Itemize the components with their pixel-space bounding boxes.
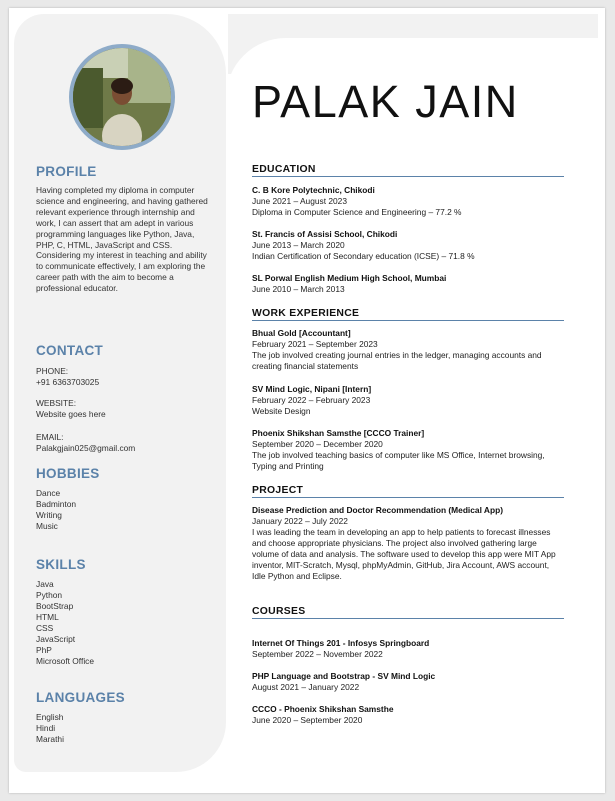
skill-item: HTML [36,612,59,622]
hobby-item: Badminton [36,499,77,509]
skill-item: Microsoft Office [36,656,95,666]
education-entry [252,185,564,218]
entry-dates: June 2013 – March 2020 [252,240,345,250]
profile-heading: PROFILE [36,164,97,179]
entry-dates: June 2020 – September 2020 [252,715,363,725]
languages-heading: LANGUAGES [36,690,125,705]
entry-dates: June 2021 – August 2023 [252,196,347,206]
entry-title: PHP Language and Bootstrap - SV Mind Logic [252,671,436,681]
hobbies-heading: HOBBIES [36,466,100,481]
project-heading: PROJECT [252,485,564,498]
entry-dates: June 2010 – March 2013 [252,284,345,294]
entry-dates: February 2021 – September 2023 [252,339,378,349]
entry-dates: September 2022 – November 2022 [252,649,383,659]
candidate-name: PALAK JAIN [252,76,519,127]
skill-item: Python [36,590,63,600]
skill-item: JavaScript [36,634,76,644]
project-entry [252,505,564,582]
entry-dates: August 2021 – January 2022 [252,682,360,692]
education-heading: EDUCATION [252,164,564,177]
email-label: EMAIL: [36,432,64,442]
work-entry [252,384,564,417]
entry-title: Disease Prediction and Doctor Recommendation (Medical App) [252,505,503,515]
work-heading: WORK EXPERIENCE [252,308,564,321]
work-entry [252,428,564,472]
education-entry [252,273,564,295]
profile-photo-image [73,48,171,146]
language-item: Marathi [36,734,64,744]
entry-title: Internet Of Things 201 - Infosys Springboard [252,638,430,648]
language-item: English [36,712,64,722]
languages-list [36,712,214,745]
skill-item: Java [36,579,54,589]
phone-value: +91 6363703025 [36,377,100,387]
hobby-item: Dance [36,488,61,498]
website-label: WEBSITE: [36,398,77,408]
profile-photo [69,44,175,150]
entry-detail: The job involved creating journal entries in the ledger, managing accounts and creating financial statements [252,350,542,371]
phone-label: PHONE: [36,366,69,376]
skill-item: BootStrap [36,601,74,611]
profile-text: Having completed my diploma in computer science and engineering, and having gathered relevant experience through internship and work, I can assert that am adept in various programming languages like Python, Java, PHP, C, HTML, JavaScript and CSS. Considering my interest in teaching and ability to communicate effectively, I am exploring the career path with the aim to become a professional educator. [36,185,208,294]
entry-title: Bhual Gold [Accountant] [252,328,351,338]
entry-dates: September 2020 – December 2020 [252,439,383,449]
skill-item: CSS [36,623,54,633]
contact-heading: CONTACT [36,343,104,358]
entry-dates: January 2022 – July 2022 [252,516,348,526]
entry-title: St. Francis of Assisi School, Chikodi [252,229,398,239]
email-value[interactable]: Palakgjain025@gmail.com [36,443,136,453]
skills-heading: SKILLS [36,557,86,572]
language-item: Hindi [36,723,56,733]
hobby-item: Writing [36,510,62,520]
courses-heading: COURSES [252,606,564,619]
entry-detail: Diploma in Computer Science and Engineering – 77.2 % [252,207,462,217]
work-entry [252,328,564,372]
entry-detail: I was leading the team in developing an app to help patients to forecast illnesses and choose appropriate physicians. The project also involved gathering large volume of data and analysis. The software used to develop this app were MIT App inventor, MIT-Scratch, Mysql, phpMyAdmin, GitHub, Jira Account, AWS account, Idle Python and Eclipse. [252,527,556,581]
entry-title: Phoenix Shikshan Samsthe [CCCO Trainer] [252,428,425,438]
entry-dates: February 2022 – February 2023 [252,395,371,405]
hobby-item: Music [36,521,58,531]
skills-list [36,579,214,667]
hobbies-list [36,488,214,532]
entry-detail: Indian Certification of Secondary education (ICSE) – 71.8 % [252,251,475,261]
entry-detail: The job involved teaching basics of computer like MS Office, Internet browsing, Typing and Printing [252,450,545,471]
entry-detail: Website Design [252,406,311,416]
skill-item: PhP [36,645,52,655]
entry-title: C. B Kore Polytechnic, Chikodi [252,185,375,195]
website-value[interactable]: Website goes here [36,409,106,419]
entry-title: CCCO - Phoenix Shikshan Samsthe [252,704,394,714]
entry-title: SV Mind Logic, Nipani [Intern] [252,384,372,394]
education-entry [252,229,564,262]
course-entry [252,638,564,660]
entry-title: SL Porwal English Medium High School, Mumbai [252,273,447,283]
course-entry [252,671,564,693]
course-entry [252,704,564,726]
